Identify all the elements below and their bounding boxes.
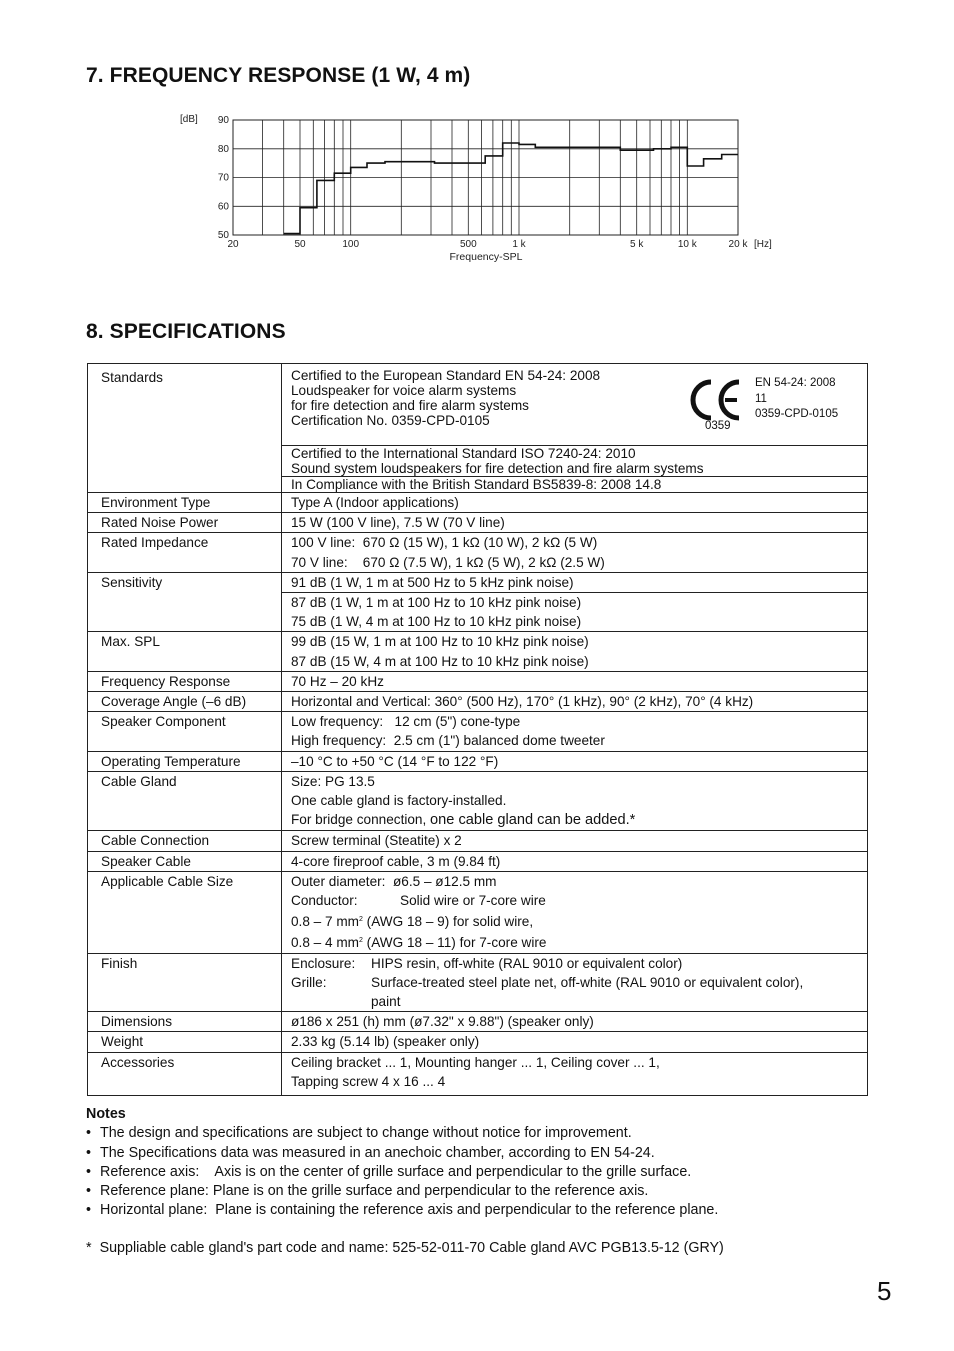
spec-row-accessories — [88, 1052, 868, 1095]
y-tick-label: 90 — [217, 115, 229, 126]
y-tick-label: 80 — [217, 143, 229, 155]
spec-line: Conductor: Solid wire or 7-core wire — [291, 893, 546, 909]
specifications-table — [87, 363, 868, 1096]
note-item: • Reference plane: Plane is on the grille surface and perpendicular to the reference axis. — [86, 1183, 649, 1200]
spec-value — [282, 1052, 868, 1095]
spec-label: Sensitivity — [88, 572, 282, 632]
std-line: In Compliance with the British Standard BS5839-8: 2008 14.8 — [291, 477, 662, 492]
y-axis-label: [dB] — [180, 114, 198, 125]
std-line: Sound system loudspeakers for fire detection and fire alarm systems — [291, 461, 704, 476]
x-tick-label: 50 — [294, 239, 306, 250]
spec-line: Grille: Surface-treated steel plate net, off-white (RAL 9010 or equivalent color), — [291, 974, 804, 990]
spec-line: Tapping screw 4 x 16 ... 4 — [291, 1073, 446, 1089]
spec-line: Size: PG 13.5 — [291, 773, 375, 789]
spec-row-cable-size — [88, 871, 868, 953]
series-line — [284, 143, 738, 234]
spec-label: Applicable Cable Size — [88, 871, 282, 953]
spec-value — [282, 953, 868, 1012]
std-line: Certified to the International Standard ISO 7240-24: 2010 — [291, 446, 636, 461]
std-line: for fire detection and fire alarm systems — [291, 398, 529, 413]
x-tick-label: 20 k — [728, 239, 748, 250]
std-line: Certified to the European Standard EN 54-24: 2008 — [291, 368, 601, 383]
spec-label: Weight — [88, 1032, 282, 1052]
spec-line: 87 dB (15 W, 4 m at 100 Hz to 10 kHz pink noise) — [291, 653, 589, 669]
spec-label: Speaker Cable — [88, 851, 282, 871]
ce-info-line: EN 54-24: 2008 — [755, 377, 836, 389]
spec-row-dimensions — [88, 1012, 868, 1032]
spec-row-noise-power — [88, 513, 868, 533]
chart-tick-labels — [218, 115, 749, 250]
x-axis-unit: [Hz] — [754, 239, 772, 250]
spec-value — [282, 632, 868, 671]
spec-value: –10 °C to +50 °C (14 °F to 122 °F) — [282, 751, 868, 771]
std-line: Loudspeaker for voice alarm systems — [291, 383, 517, 398]
spec-label: Accessories — [88, 1052, 282, 1095]
x-tick-label: 20 — [227, 239, 239, 250]
note-item: • The Specifications data was measured in an anechoic chamber, according to EN 54-24. — [86, 1144, 655, 1161]
footnote-mark: * — [86, 1240, 92, 1256]
spec-label: Frequency Response — [88, 671, 282, 691]
spec-line: High frequency: 2.5 cm (1") balanced dome tweeter — [291, 733, 605, 749]
y-tick-label: 60 — [217, 201, 229, 213]
spec-line: For bridge connection, one cable gland can be added.* — [291, 812, 636, 829]
spec-line: 100 V line: 670 Ω (15 W), 1 kΩ (10 W), 2 kΩ (5 W) — [291, 535, 598, 551]
spec-row-max-spl — [88, 632, 868, 671]
spec-label: Coverage Angle (–6 dB) — [88, 692, 282, 712]
section-8-title: 8. SPECIFICATIONS — [86, 320, 286, 343]
spec-line: Enclosure: HIPS resin, off-white (RAL 9010 or equivalent color) — [291, 955, 683, 971]
spec-value: 70 Hz – 20 kHz — [282, 671, 868, 691]
std-line: Certification No. 0359-CPD-0105 — [291, 413, 490, 428]
footnote-text: Suppliable cable gland's part code and name: 525-52-011-70 Cable gland AVC PGB13.5-12 (GRY) — [99, 1240, 724, 1256]
spec-value: 2.33 kg (5.14 lb) (speaker only) — [282, 1032, 868, 1052]
spec-line: 0.8 – 4 $mm^2$ (AWG 18 – 11) for 7-core wire — [291, 935, 547, 951]
spec-label: Standards — [88, 364, 282, 493]
footnote — [86, 1240, 724, 1256]
chart-grid — [233, 120, 738, 235]
notes-title: Notes — [86, 1106, 126, 1122]
spec-value — [282, 533, 868, 572]
spec-value: Horizontal and Vertical: 360° (500 Hz), 170° (1 kHz), 90° (2 kHz), 70° (4 kHz) — [282, 692, 868, 712]
x-tick-label: 1 k — [512, 239, 526, 250]
spec-line: 91 dB (1 W, 1 m at 500 Hz to 5 kHz pink noise) — [291, 574, 574, 590]
spec-line: 87 dB (1 W, 1 m at 100 Hz to 10 kHz pink noise) — [291, 595, 582, 611]
x-tick-label: 100 — [342, 239, 360, 250]
spec-label: Cable Connection — [88, 831, 282, 851]
ce-info — [755, 376, 838, 423]
x-tick-label: 5 k — [630, 239, 644, 250]
x-tick-label: 500 — [459, 239, 477, 250]
spec-label: Dimensions — [88, 1012, 282, 1032]
spec-subblock — [282, 592, 867, 631]
spec-label: Max. SPL — [88, 632, 282, 671]
spec-row-impedance — [88, 533, 868, 572]
spec-line: Low frequency: 12 cm (5") cone-type — [291, 714, 521, 730]
spec-row-standards — [88, 364, 868, 493]
spec-value: ø186 x 251 (h) mm (ø7.32" x 9.88") (speaker only) — [282, 1012, 868, 1032]
spec-row-speaker-cable — [88, 851, 868, 871]
spec-row-speaker-component — [88, 712, 868, 751]
spec-value: Screw terminal (Steatite) x 2 — [282, 831, 868, 851]
standards-block-2 — [282, 445, 867, 476]
spec-label: Rated Impedance — [88, 533, 282, 572]
spec-row-coverage-angle — [88, 692, 868, 712]
spec-label: Finish — [88, 953, 282, 1012]
frequency-response-chart — [0, 0, 954, 280]
spec-value: Type A (Indoor applications) — [282, 493, 868, 513]
spec-value — [282, 871, 868, 953]
ce-notified-body-number: 0359 — [705, 420, 731, 432]
spec-line: 75 dB (1 W, 4 m at 100 Hz to 10 kHz pink noise) — [291, 614, 582, 630]
spec-line: One cable gland is factory-installed. — [291, 793, 507, 809]
spec-row-frequency-response — [88, 671, 868, 691]
spec-row-finish — [88, 953, 868, 1012]
spec-line: 0.8 – 7 $mm^2$ (AWG 18 – 9) for solid wire, — [291, 914, 534, 930]
spec-label: Environment Type — [88, 493, 282, 513]
x-tick-label: 10 k — [677, 239, 697, 250]
y-tick-label: 50 — [217, 230, 229, 241]
ce-info-line: 0359-CPD-0105 — [755, 408, 839, 420]
note-item: • Horizontal plane: Plane is containing the reference axis and perpendicular to the reference plane. — [86, 1202, 719, 1219]
x-axis-label: Frequency-SPL — [449, 251, 523, 263]
page-number: 5 — [877, 1276, 892, 1306]
notes-section — [86, 1105, 718, 1221]
spec-line: Ceiling bracket ... 1, Mounting hanger ... 1, Ceiling cover ... 1, — [291, 1054, 660, 1070]
y-tick-label: 70 — [217, 172, 229, 184]
spec-row-cable-connection — [88, 831, 868, 851]
note-item: • The design and specifications are subject to change without notice for improvement. — [86, 1125, 632, 1142]
ce-info-line: 11 — [755, 392, 767, 405]
section-7-title: 7. FREQUENCY RESPONSE (1 W, 4 m) — [86, 64, 471, 87]
spec-label: Rated Noise Power — [88, 513, 282, 533]
spec-row-cable-gland — [88, 771, 868, 831]
spec-value: 4-core fireproof cable, 3 m (9.84 ft) — [282, 851, 868, 871]
spec-row-operating-temperature — [88, 751, 868, 771]
spec-line: 70 V line: 670 Ω (7.5 W), 1 kΩ (5 W), 2 kΩ (2.5 W) — [291, 554, 605, 570]
spec-row-weight — [88, 1032, 868, 1052]
spec-label: Operating Temperature — [88, 751, 282, 771]
note-item: • Reference axis: Axis is on the center of grille surface and perpendicular to the grille surface. — [86, 1163, 692, 1180]
spec-value — [282, 771, 868, 831]
spec-row-environment — [88, 493, 868, 513]
spec-label: Cable Gland — [88, 771, 282, 831]
spec-value — [282, 712, 868, 751]
standards-block-3 — [282, 476, 867, 492]
spec-line: Outer diameter: ø6.5 – ø12.5 mm — [291, 873, 497, 889]
spec-line: paint — [371, 994, 401, 1010]
spec-label: Speaker Component — [88, 712, 282, 751]
spec-value: 15 W (100 V line), 7.5 W (70 V line) — [282, 513, 868, 533]
spec-row-sensitivity — [88, 572, 868, 632]
spec-line: 99 dB (15 W, 1 m at 100 Hz to 10 kHz pink noise) — [291, 634, 589, 650]
